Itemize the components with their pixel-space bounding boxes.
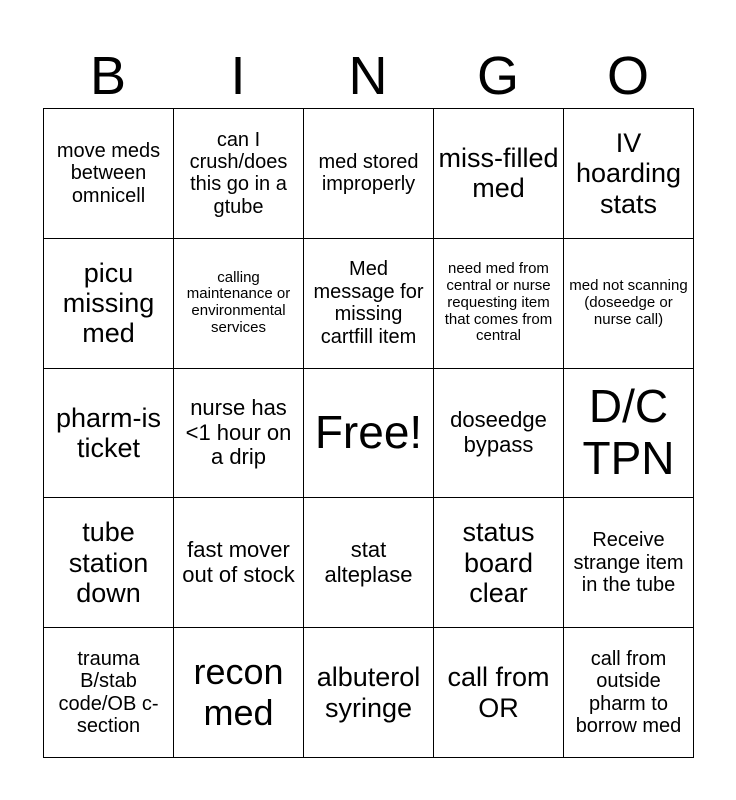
bingo-cell: nurse has <1 hour on a drip <box>174 368 304 498</box>
title-letter-g: G <box>476 46 519 106</box>
title-letter-o: O <box>606 46 649 106</box>
free-cell: Free! <box>304 368 434 498</box>
bingo-board <box>43 108 694 758</box>
bingo-cell: Receive strange item in the tube <box>564 498 694 628</box>
bingo-cell: miss-filled med <box>434 109 564 239</box>
bingo-cell: stat alteplase <box>304 498 434 628</box>
bingo-cell: Med message for missing cartfill item <box>304 238 434 368</box>
bingo-cell: tube station down <box>44 498 174 628</box>
board-row <box>44 498 694 628</box>
bingo-cell: doseedge bypass <box>434 368 564 498</box>
bingo-title <box>43 44 693 108</box>
board-row <box>44 628 694 758</box>
bingo-cell: albuterol syringe <box>304 628 434 758</box>
bingo-cell: IV hoarding stats <box>564 109 694 239</box>
bingo-cell: med not scanning (doseedge or nurse call) <box>564 238 694 368</box>
bingo-cell: can I crush/does this go in a gtube <box>174 109 304 239</box>
board-row <box>44 368 694 498</box>
board-row <box>44 238 694 368</box>
title-letter-n: N <box>348 46 388 106</box>
bingo-cell: trauma B/stab code/OB c-section <box>44 628 174 758</box>
title-letter-i: I <box>230 46 246 106</box>
bingo-cell: status board clear <box>434 498 564 628</box>
bingo-cell: D/C TPN <box>564 368 694 498</box>
title-letter-b: B <box>89 46 127 106</box>
bingo-cell: picu missing med <box>44 238 174 368</box>
bingo-cell: need med from central or nurse requesting item that comes from central <box>434 238 564 368</box>
bingo-cell: med stored improperly <box>304 109 434 239</box>
bingo-cell: recon med <box>174 628 304 758</box>
bingo-cell: call from outside pharm to borrow med <box>564 628 694 758</box>
bingo-cell: calling maintenance or environmental services <box>174 238 304 368</box>
bingo-cell: pharm-is ticket <box>44 368 174 498</box>
board-row <box>44 109 694 239</box>
bingo-cell: call from OR <box>434 628 564 758</box>
bingo-cell: fast mover out of stock <box>174 498 304 628</box>
bingo-cell: move meds between omnicell <box>44 109 174 239</box>
